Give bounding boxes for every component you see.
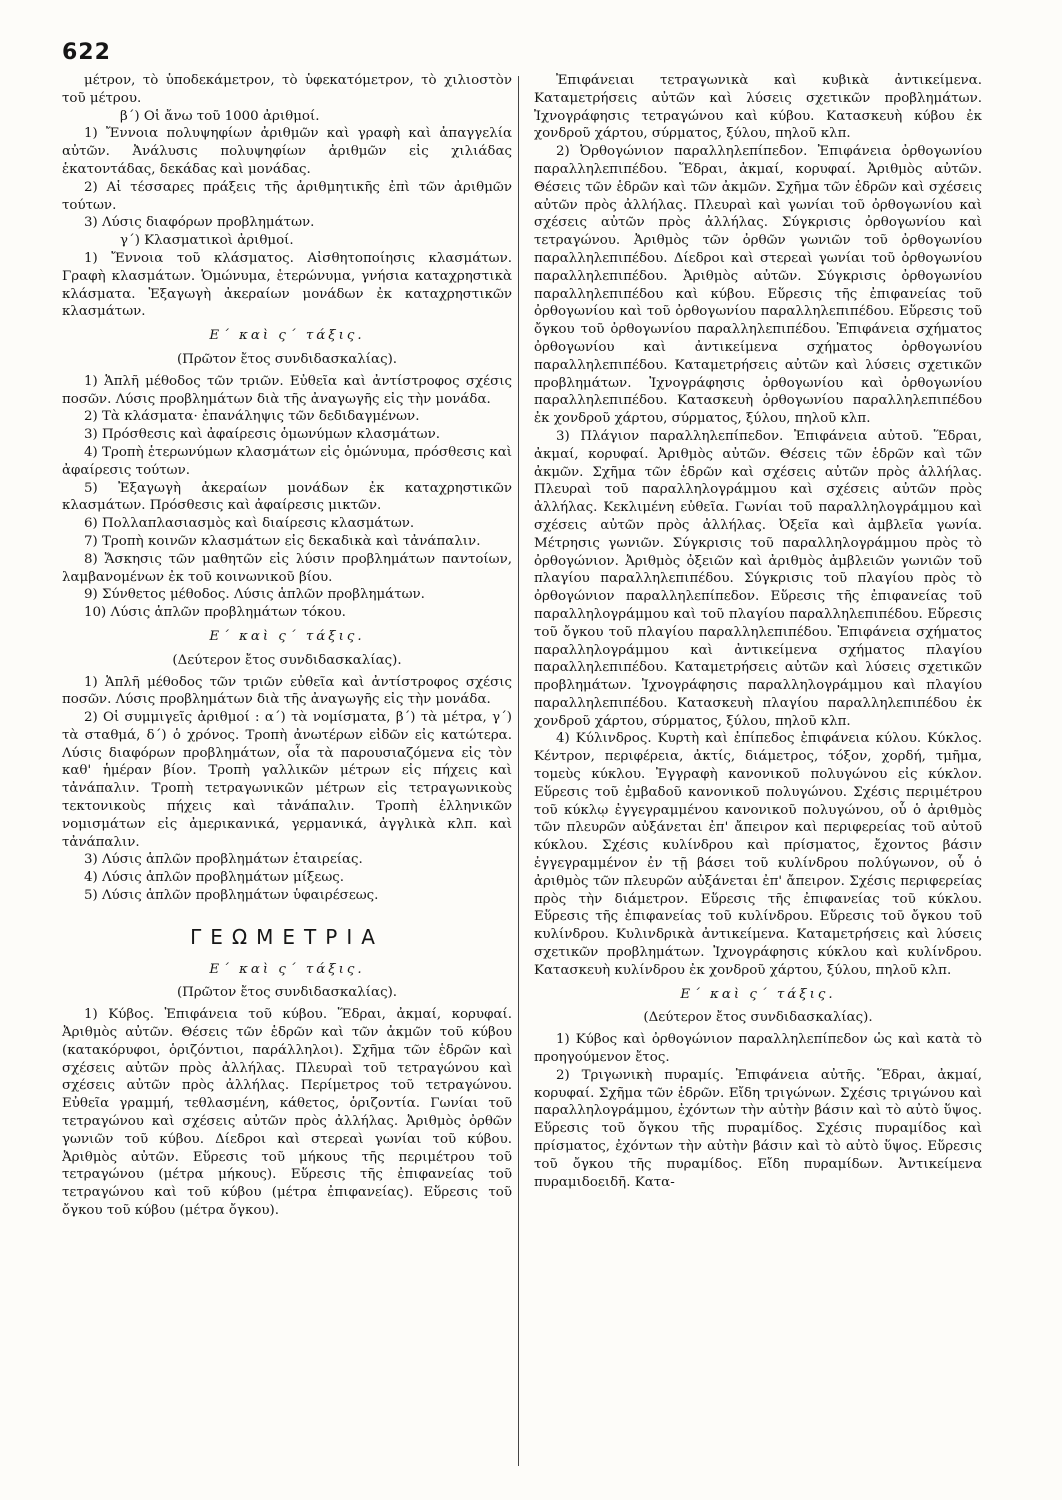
paragraph: 3) Λύσις διαφόρων προβλημάτων.	[84, 215, 315, 231]
paragraph: 1) Ἁπλῆ μέθοδος τῶν τριῶν εὐθεῖα καὶ ἀντίστροφος σχέσις ποσῶν. Λύσις προβλημάτων διὰ τῆς ἀναγωγῆς εἰς τὴν μονάδα.	[62, 674, 512, 708]
paragraph: 4) Λύσις ἁπλῶν προβλημάτων μίξεως.	[84, 870, 344, 886]
paragraph: 7) Τροπὴ κοινῶν κλασμάτων εἰς δεκαδικὰ καὶ τἀνάπαλιν.	[84, 533, 481, 549]
paragraph: 3) Πρόσθεσις καὶ ἀφαίρεσις ὁμωνύμων κλασμάτων.	[84, 427, 440, 443]
left-column	[62, 72, 512, 1220]
paragraph: 6) Πολλαπλασιασμὸς καὶ διαίρεσις κλασμάτων.	[84, 516, 415, 532]
right-column	[534, 72, 982, 1191]
paragraph: 2) Ὀρθογώνιον παραλληλεπίπεδον. Ἐπιφάνεια ὀρθογωνίου παραλληλεπιπέδου. Ἕδραι, ἀκμαί, κορυφαί. Ἀριθμὸς αὐτῶν. Θέσεις τῶν ἑδρῶν καὶ τῶν ἀκμῶν. Σχῆμα τῶν ἑδρῶν καὶ σχέσεις αὐτῶν πρὸς ἀλλήλας. Πλευραὶ καὶ γωνίαι τοῦ ὀρθογωνίου καὶ σχέσεις αὐτῶν πρὸς ἀλλήλας. Σύγκρισις ὀρθογωνίου καὶ τετραγώνου. Ἀριθμὸς τῶν ὀρθῶν γωνιῶν τοῦ ὀρθογωνίου παραλληλεπιπέδου. Δίεδροι καὶ στερεαὶ γωνίαι τοῦ ὀρθογωνίου παραλληλεπιπέδου. Ἀριθμὸς αὐτῶν. Σύγκρισις ὀρθογωνίου παραλληλεπιπέδου καὶ κύβου. Εὕρεσις τῆς ἐπιφανείας τοῦ ὀρθογωνίου καὶ τοῦ ὀρθογωνίου παραλληλεπιπέδου. Εὕρεσις τοῦ ὄγκου τοῦ ὀρθογωνίου παραλληλεπιπέδου. Ἐπιφάνεια σχήματος ὀρθογωνίου καὶ ἀντικείμενα σχήματος ὀρθογωνίου παραλληλεπιπέδου. Καταμετρήσεις αὐτῶν καὶ λύσεις σχετικῶν προβλημάτων. Ἰχνογράφησις ὀρθογωνίου καὶ ὀρθογωνίου παραλληλεπιπέδου. Κατασκευὴ ὀρθογωνίου παραλληλεπιπέδου ἐκ χονδροῦ χάρτου, σύρματος, ξύλου, πηλοῦ κλπ.	[534, 144, 982, 427]
year-heading: (Δεύτερον ἔτος συνδιδασκαλίας).	[643, 1010, 873, 1026]
paragraph: Ἐπιφάνειαι τετραγωνικὰ καὶ κυβικὰ ἀντικείμενα. Καταμετρήσεις αὐτῶν καὶ λύσεις σχετικῶν προβλημάτων. Ἰχνογράφησις τετραγώνου καὶ κύβου. Κατασκευὴ κύβου ἐκ χονδροῦ χάρτου, σύρματος, ξύλου, πηλοῦ κλπ.	[534, 73, 982, 142]
page-number: 622	[62, 40, 111, 65]
paragraph: 5) Ἐξαγωγὴ ἀκεραίων μονάδων ἐκ καταχρηστικῶν κλασμάτων. Πρόσθεσις καὶ ἀφαίρεσις μικτῶν.	[62, 480, 512, 514]
year-heading: (Δεύτερον ἔτος συνδιδασκαλίας).	[172, 652, 402, 668]
subsection-heading: β΄) Οἱ ἄνω τοῦ 1000 ἀριθμοί.	[120, 108, 320, 124]
paragraph: 2) Οἱ συμμιγεῖς ἀριθμοί : α΄) τὰ νομίσματα, β΄) τὰ μέτρα, γ΄) τὰ σταθμά, δ΄) ὁ χρόνος. Τροπὴ ἀνωτέρων εἰδῶν εἰς κατώτερα. Λύσις διαφόρων προβλημάτων, οἷα τὰ παρουσιαζόμενα εἰς τὸν καθ' ἡμέραν βίον. Τροπὴ γαλλικῶν μέτρων εἰς πήχεις καὶ τἀνάπαλιν. Τροπὴ τετραγωνικῶν μέτρων εἰς τετραγωνικοὺς τεκτονικοὺς πήχεις καὶ τἀνάπαλιν. Τροπὴ ἑλληνικῶν νομισμάτων εἰς ἀμερικανικά, γερμανικά, ἀγγλικὰ κλπ. καὶ τἀνάπαλιν.	[62, 710, 512, 850]
paragraph: 4) Τροπὴ ἑτερωνύμων κλασμάτων εἰς ὁμώνυμα, πρόσθεσις καὶ ἀφαίρεσις τούτων.	[62, 444, 512, 478]
paragraph: 3) Λύσις ἁπλῶν προβλημάτων ἑταιρείας.	[84, 852, 363, 868]
paragraph: 3) Πλάγιον παραλληλεπίπεδον. Ἐπιφάνεια αὐτοῦ. Ἕδραι, ἀκμαί, κορυφαί. Ἀριθμὸς αὐτῶν. Θέσεις τῶν ἑδρῶν καὶ τῶν ἀκμῶν. Σχῆμα τῶν ἑδρῶν καὶ σχέσεις αὐτῶν πρὸς ἀλλήλας. Πλευραὶ τοῦ παραλληλογράμμου καὶ σχέσεις αὐτῶν πρὸς ἀλλήλας. Κεκλιμένη εὐθεῖα. Γωνίαι τοῦ παραλληλογράμμου καὶ σχέσεις αὐτῶν πρὸς ἀλλήλας. Ὀξεῖα καὶ ἀμβλεῖα γωνία. Μέτρησις γωνιῶν. Σύγκρισις τοῦ παραλληλογράμμου πρὸς τὸ ὀρθογώνιον. Ἀριθμὸς ὀξειῶν καὶ ἀριθμὸς ἀμβλειῶν γωνιῶν τοῦ πλαγίου παραλληλεπιπέδου. Σύγκρισις τοῦ πλαγίου πρὸς τὸ ὀρθογώνιον παραλληλεπίπεδον. Εὕρεσις τῆς ἐπιφανείας τοῦ παραλληλογράμμου καὶ τοῦ πλαγίου παραλληλεπιπέδου. Εὕρεσις τοῦ ὄγκου τοῦ πλαγίου παραλληλεπιπέδου. Ἐπιφάνεια σχήματος παραλληλογράμμου καὶ ἀντικείμενα σχήματος πλαγίου παραλληλεπιπέδου. Καταμετρήσεις αὐτῶν καὶ λύσεις σχετικῶν προβλημάτων. Ἰχνογράφησις παραλληλογράμμου καὶ πλαγίου παραλληλεπιπέδου. Κατασκευὴ πλαγίου παραλληλεπιπέδου ἐκ χονδροῦ χάρτου, σύρματος, ξύλου, πηλοῦ κλπ.	[534, 428, 982, 729]
paragraph: 5) Λύσις ἁπλῶν προβλημάτων ὑφαιρέσεως.	[84, 888, 379, 904]
year-heading: (Πρῶτον ἔτος συνδιδασκαλίας).	[176, 985, 398, 1001]
paragraph: 10) Λύσις ἁπλῶν προβλημάτων τόκου.	[84, 605, 346, 621]
paragraph: 4) Κύλινδρος. Κυρτὴ καὶ ἐπίπεδος ἐπιφάνεια κύλου. Κύκλος. Κέντρον, περιφέρεια, ἀκτίς, διάμετρος, τόξον, χορδή, τμῆμα, τομεὺς κύκλου. Ἐγγραφὴ κανονικοῦ πολυγώνου εἰς κύκλον. Εὕρεσις τοῦ ἐμβαδοῦ κανονικοῦ πολυγώνου. Σχέσις περιμέτρου τοῦ κύκλῳ ἐγγεγραμμένου κανονικοῦ πολυγώνου, οὗ ὁ ἀριθμὸς τῶν πλευρῶν αὐξάνεται ἐπ' ἄπειρον καὶ περιφερείας τοῦ αὐτοῦ κύκλου. Σχέσις κυλίνδρου καὶ πρίσματος, ἔχοντος βάσιν ἐγγεγραμμένον ἐν τῇ βάσει τοῦ κυλίνδρου πολύγωνον, οὗ ὁ ἀριθμὸς τῶν πλευρῶν αὐξάνεται ἐπ' ἄπειρον. Σχέσις περιφερείας πρὸς τὴν διάμετρον. Εὕρεσις τῆς ἐπιφανείας τοῦ κύκλου. Εὕρεσις τῆς ἐπιφανείας τοῦ κυλίνδρου. Εὕρεσις τοῦ ὄγκου τοῦ κυλίνδρου. Κυλινδρικὰ ἀντικείμενα. Καταμετρήσεις καὶ λύσεις σχετικῶν προβλημάτων. Ἰχνογράφησις κύκλου καὶ κυλίνδρου. Κατασκευὴ κυλίνδρου ἐκ χονδροῦ χάρτου, ξύλου, πηλοῦ κλπ.	[534, 731, 982, 978]
paragraph: 1) Κύβος. Ἐπιφάνεια τοῦ κύβου. Ἕδραι, ἀκμαί, κορυφαί. Ἀριθμὸς αὐτῶν. Θέσεις τῶν ἑδρῶν καὶ τῶν ἀκμῶν τοῦ κύβου (κατακόρυφοι, ὁριζόντιοι, παράλληλοι). Σχῆμα τῶν ἑδρῶν καὶ σχέσεις αὐτῶν πρὸς ἀλλήλας. Πλευραὶ τοῦ τετραγώνου καὶ σχέσεις αὐτῶν πρὸς ἀλλήλας. Περίμετρος τοῦ τετραγώνου. Εὐθεῖα γραμμή, τεθλασμένη, κάθετος, ὁριζοντία. Γωνίαι τοῦ τετραγώνου καὶ σχέσεις αὐτῶν πρὸς ἀλλήλας. Ἀριθμὸς ὀρθῶν γωνιῶν τοῦ κύβου. Δίεδροι καὶ στερεαὶ γωνίαι τοῦ κύβου. Ἀριθμὸς αὐτῶν. Εὕρεσις τοῦ μήκους τῆς περιμέτρου τοῦ τετραγώνου (μέτρα μήκους). Εὕρεσις τῆς ἐπιφανείας τοῦ τετραγώνου καὶ τοῦ κύβου (μέτρα ἐπιφανείας). Εὕρεσις τοῦ ὄγκου τοῦ κύβου (μέτρα ὄγκου).	[62, 1007, 512, 1219]
section-title: ΓΕΩΜΕΤΡΙΑ	[190, 924, 384, 949]
class-heading: Ε΄ καὶ ς΄ τάξις.	[209, 961, 365, 977]
paragraph: 2) Αἱ τέσσαρες πράξεις τῆς ἀριθμητικῆς ἐπὶ τῶν ἀριθμῶν τούτων.	[62, 179, 512, 213]
paragraph: 2) Τὰ κλάσματα· ἐπανάληψις τῶν δεδιδαγμένων.	[84, 409, 420, 425]
paragraph: 1) Κύβος καὶ ὀρθογώνιον παραλληλεπίπεδον ὡς καὶ κατὰ τὸ προηγούμενον ἔτος.	[534, 1032, 982, 1066]
paragraph: 8) Ἄσκησις τῶν μαθητῶν εἰς λύσιν προβλημάτων παντοίων, λαμβανομένων ἐκ τοῦ κοινωνικοῦ βίου.	[62, 551, 512, 585]
paragraph: 2) Τριγωνικὴ πυραμίς. Ἐπιφάνεια αὐτῆς. Ἕδραι, ἀκμαί, κορυφαί. Σχῆμα τῶν ἑδρῶν. Εἴδη τριγώνων. Σχέσις τριγώνου καὶ παραλληλογράμμου, ἐχόντων τὴν αὐτὴν βάσιν καὶ τὸ αὐτὸ ὕψος. Εὕρεσις τοῦ ὄγκου τῆς πυραμίδος. Σχέσις πυραμίδος καὶ πρίσματος, ἐχόντων τὴν αὐτὴν βάσιν καὶ τὸ αὐτὸ ὕψος. Εὕρεσις τοῦ ὄγκου τῆς πυραμίδος. Εἴδη πυραμίδων. Ἀντικείμενα πυραμιδοειδῆ. Κατα-	[534, 1067, 982, 1190]
paragraph: 1) Ἔννοια τοῦ κλάσματος. Αἰσθητοποίησις κλασμάτων. Γραφὴ κλασμάτων. Ὁμώνυμα, ἑτερώνυμα, γνήσια καταχρηστικὰ κλάσματα. Ἐξαγωγὴ ἀκεραίων μονάδων ἐκ καταχρηστικῶν κλασμάτων.	[62, 250, 512, 320]
column-divider	[518, 76, 519, 1466]
paragraph: μέτρον, τὸ ὑποδεκάμετρον, τὸ ὑφεκατόμετρον, τὸ χιλιοστὸν τοῦ μέτρου.	[62, 73, 512, 106]
class-heading: Ε΄ καὶ ς΄ τάξις.	[209, 328, 365, 344]
class-heading: Ε΄ καὶ ς΄ τάξις.	[209, 628, 365, 644]
paragraph: 1) Ἔννοια πολυψηφίων ἀριθμῶν καὶ γραφὴ καὶ ἀπαγγελία αὐτῶν. Ἀνάλυσις πολυψηφίων ἀριθμῶν εἰς χιλιάδας ἑκατοντάδας, δεκάδας καὶ μονάδας.	[62, 126, 512, 177]
paragraph: 1) Ἁπλῆ μέθοδος τῶν τριῶν. Εὐθεῖα καὶ ἀντίστροφος σχέσις ποσῶν. Λύσις προβλημάτων διὰ τῆς ἀναγωγῆς εἰς τὴν μονάδα.	[62, 373, 512, 407]
class-heading: Ε΄ καὶ ς΄ τάξις.	[680, 986, 836, 1002]
year-heading: (Πρῶτον ἔτος συνδιδασκαλίας).	[176, 351, 398, 367]
paragraph: 9) Σύνθετος μέθοδος. Λύσις ἁπλῶν προβλημάτων.	[84, 587, 425, 603]
subsection-heading: γ΄) Κλασματικοὶ ἀριθμοί.	[120, 233, 294, 249]
